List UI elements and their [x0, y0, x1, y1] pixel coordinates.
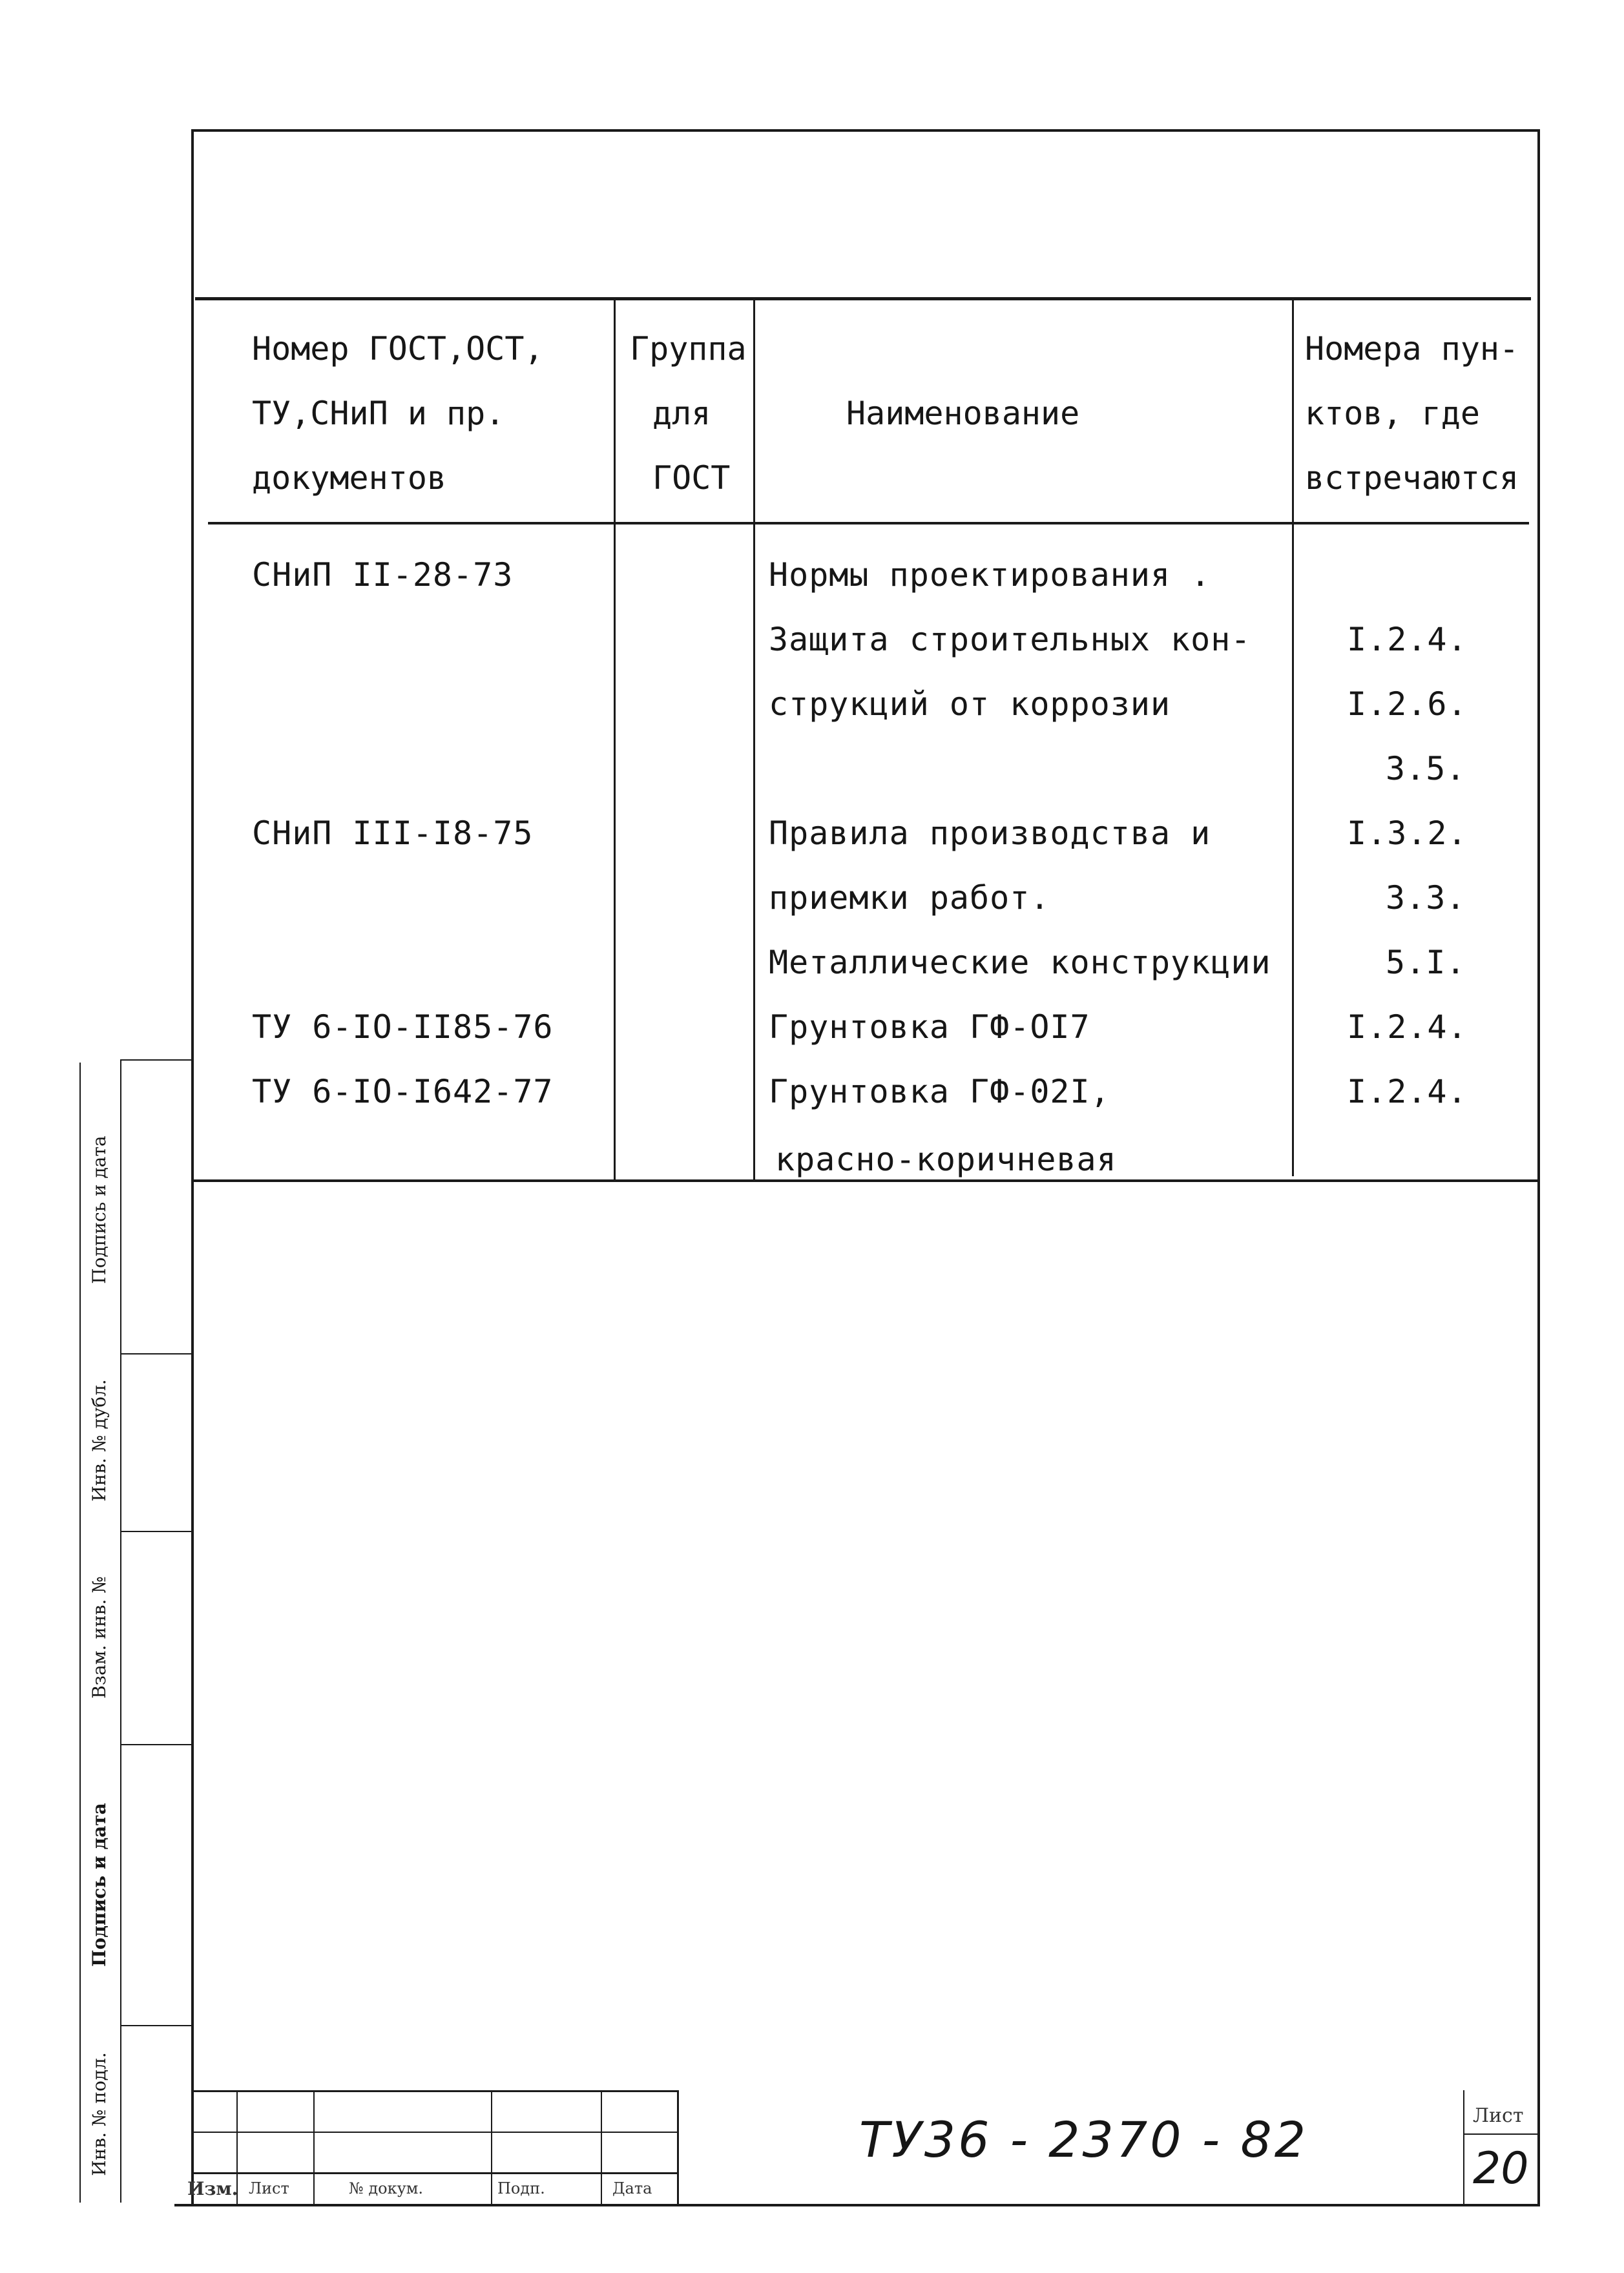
frame-left-border [191, 129, 194, 2206]
row-doc-number: СНиП III-I8-75 [252, 815, 534, 852]
frame-top-border [191, 129, 1539, 132]
table-bottom-rule [191, 1179, 1539, 1182]
row-name: Правила производства и [769, 815, 1211, 852]
row-points: 3.5. [1386, 750, 1466, 787]
table-top-rule [195, 297, 1531, 300]
side-margin-inner-line [79, 1063, 81, 2203]
title-block-col-line [677, 2090, 679, 2205]
header-group-line-1: Группа [630, 330, 747, 368]
title-col-document: № докум. [349, 2179, 423, 2197]
sheet-label: Лист [1473, 2104, 1524, 2127]
header-group-line-3: ГОСТ [652, 459, 731, 497]
title-block-col-line [313, 2090, 315, 2205]
row-name: Нормы проектирования . [769, 556, 1211, 594]
header-group-line-2: для [652, 395, 711, 432]
table-col-divider-2 [753, 299, 755, 1181]
side-margin-outer-line [120, 1059, 121, 2203]
row-name: струкций от коррозии [769, 685, 1171, 723]
row-points: 5.I. [1386, 944, 1466, 981]
side-label-signature-date-2: Подпись и дата [88, 1803, 110, 1967]
row-points: I.2.4. [1347, 1008, 1468, 1046]
title-block-col-line [491, 2090, 492, 2205]
side-margin-divider [120, 1353, 191, 1354]
row-name: красно-коричневая [775, 1141, 1117, 1178]
row-doc-number: ТУ 6-IO-II85-76 [252, 1008, 554, 1046]
header-points-line-3: встречаются [1305, 459, 1519, 497]
table-col-divider-1 [614, 299, 616, 1181]
row-doc-number: СНиП II-28-73 [252, 556, 514, 594]
title-col-change: Изм. [187, 2178, 238, 2199]
title-block-top-rule [191, 2090, 677, 2092]
table-col-divider-3 [1292, 299, 1294, 1176]
sheet-box-left-line [1463, 2090, 1464, 2205]
row-name: приемки работ. [769, 879, 1050, 917]
row-points: I.2.4. [1347, 621, 1468, 658]
frame-right-border [1537, 129, 1540, 2206]
title-block-mid-rule [191, 2132, 677, 2133]
row-points: 3.3. [1386, 879, 1466, 917]
row-doc-number: ТУ 6-IO-I642-77 [252, 1073, 554, 1110]
row-points: I.3.2. [1347, 815, 1468, 852]
header-doc-line-2: ТУ,СНиП и пр. [252, 395, 505, 432]
header-doc-line-3: документов [252, 459, 447, 497]
table-header-rule [208, 522, 1529, 524]
side-margin-divider [120, 1744, 191, 1745]
side-label-replacement-inventory: Взам. инв. № [88, 1576, 110, 1699]
title-col-date: Дата [612, 2179, 652, 2197]
header-doc-line-1: Номер ГОСТ,ОСТ, [252, 330, 544, 368]
row-name: Защита строительных кон- [769, 621, 1251, 658]
row-points: I.2.4. [1347, 1073, 1468, 1110]
header-points-line-2: ктов, где [1305, 395, 1480, 432]
row-name: Грунтовка ГФ-OI7 [769, 1008, 1090, 1046]
side-label-original-inventory: Инв. № подл. [88, 2052, 110, 2176]
side-margin-top-rule [120, 1059, 191, 1061]
title-col-sheet: Лист [249, 2179, 289, 2197]
side-label-dup-inventory: Инв. № дубл. [88, 1379, 110, 1502]
side-label-signature-date: Подпись и дата [88, 1136, 110, 1284]
document-designation: ТУ36 - 2370 - 82 [859, 2111, 1309, 2168]
side-margin-divider [120, 1531, 191, 1532]
sheet-number: 20 [1473, 2143, 1529, 2194]
title-block-col-line [601, 2090, 602, 2205]
row-points: I.2.6. [1347, 685, 1468, 723]
frame-bottom-border [174, 2204, 1540, 2206]
title-block-lower-rule [191, 2172, 677, 2174]
side-margin-divider [120, 2025, 191, 2026]
sheet-box-divider [1463, 2133, 1537, 2135]
row-name: Грунтовка ГФ-02I, [769, 1073, 1110, 1110]
title-col-signature: Подп. [497, 2179, 545, 2197]
row-name: Металлические конструкции [769, 944, 1271, 981]
header-points-line-1: Номера пун- [1305, 330, 1519, 368]
header-name: Наименование [846, 395, 1080, 432]
